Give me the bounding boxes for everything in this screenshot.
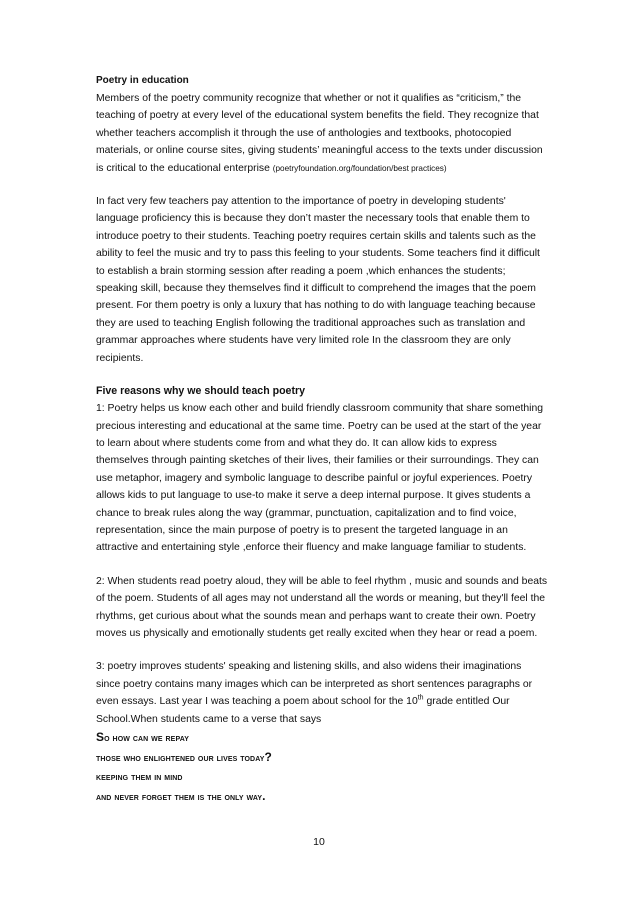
period-mark: . [262, 789, 266, 803]
verse-line-1-text: o how can we repay [104, 733, 189, 744]
section-heading-poetry-in-education: Poetry in education [96, 75, 189, 86]
verse-line-4 [96, 787, 548, 807]
verse-line-2-text: those who enlightened our lives today [96, 753, 265, 764]
verse-line-4-text: and never forget them is the only way [96, 792, 263, 803]
page-number: 10 [313, 836, 325, 848]
reason-3-text-end: grade entitled Our School.When students came to a verse that says [96, 696, 510, 725]
paragraph-text: Members of the poetry community recognize that whether or not it qualifies as “criticism,” the teaching of poetry at every level of the educational system benefits the field. They recognize that whether teachers accomplish it through the use of anthologies and textbooks, photocopied materials, or online course sites, giving students’ meaningful access to the texts under discussion is critical to the educational enterprise [96, 93, 543, 174]
verse-line-2 [96, 748, 548, 768]
verse-line-1 [96, 728, 548, 748]
paragraph-poetry-community [96, 90, 548, 177]
reason-3-text-start: 3: poetry improves students' speaking and listening skills, and also widens their imaginations since poetry contains many images which can be interpreted as short sentences paragraphs or even essays. Last year I was teaching a poem about school for the 10 [96, 661, 533, 708]
document-page [96, 74, 548, 807]
verse-initial: S [96, 730, 105, 744]
ordinal-suffix: th [417, 694, 424, 702]
question-mark: ? [264, 750, 272, 764]
verse-line-3: keeping them in mind [96, 772, 183, 783]
paragraph-teachers-attention: In fact very few teachers pay attention to the importance of poetry in developing students' language proficiency this is because they don’t master the necessary tools that enable them to introduce poetry to their students. Teaching poetry requires certain skills and talents such as the ability to feel the music and try to pass this feeling to your students. Some teachers find it difficult to establish a brain storming session after reading a poem ,which enhances the students; speaking skill, because they themselves find it difficult to comprehend the images that the poem present. For them poetry is only a luxury that has nothing to do with language teaching because they are used to teaching English following the traditional approaches such as translation and grammar approaches where students have very limited role In the classroom they are only recipients. [96, 196, 540, 364]
poem-verse [96, 728, 548, 807]
reason-1-paragraph: 1: Poetry helps us know each other and build friendly classroom community that share something precious interesting and educational at the same time. Poetry can be used at the start of the year to learn about where students come from and what they do. It can allow kids to express themselves through painting sketches of their lives, their families or their surroundings. They can use metaphor, imagery and symbolic language to describe painful or joyful experiences. Poetry allows kids to put language to use-to make it serve a deep internal purpose. It gives students a chance to break rules along the way (grammar, punctuation, capitalization and to find voice, representation, since the main purpose of poetry is to present the targeted language in an attractive and entertaining style ,enforce their fluency and make language familiar to students. [96, 403, 544, 554]
reason-3-paragraph [96, 658, 548, 728]
citation: (poetryfoundation.org/foundation/best practices) [272, 163, 447, 173]
reason-2-paragraph: 2: When students read poetry aloud, they will be able to feel rhythm , music and sounds and beats of the poem. Students of all ages may not understand all the words or meaning, but they'll feel the rhythms, get curious about what the sounds mean and perhaps want to create their own. Poetry moves us physically and emotionally students get really excited when they hear or read a poem. [96, 575, 548, 639]
section-heading-five-reasons: Five reasons why we should teach poetry [96, 385, 305, 398]
